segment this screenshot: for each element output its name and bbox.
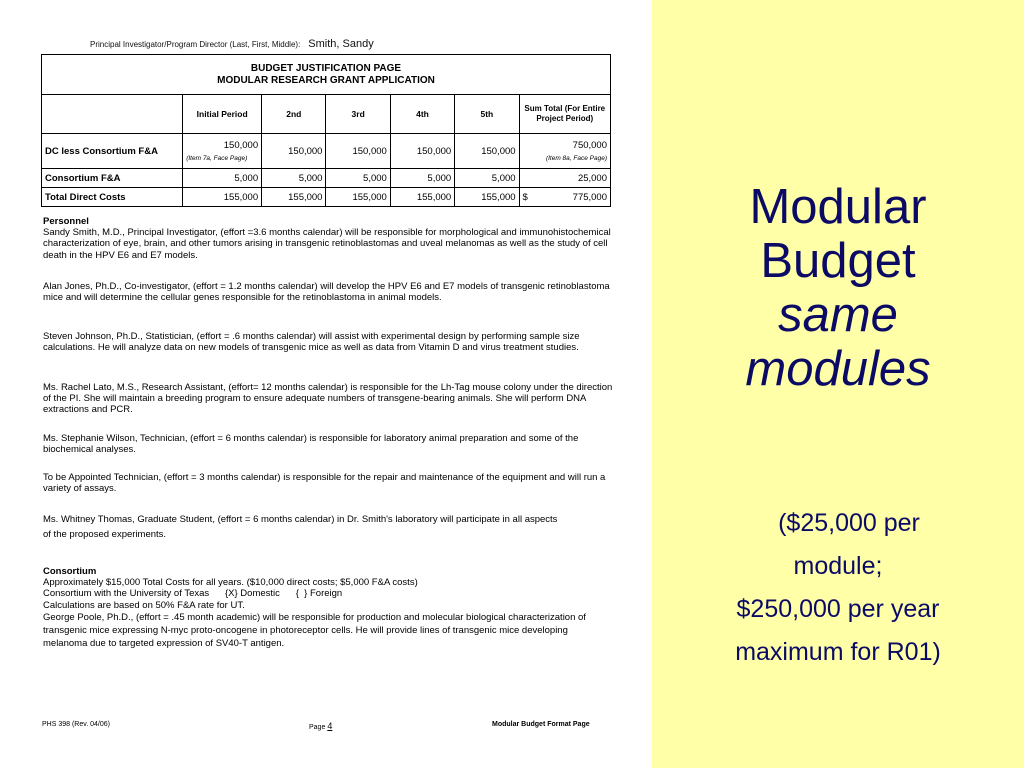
- row-label: Consortium F&A: [42, 169, 183, 188]
- cell-2nd: 150,000: [262, 134, 326, 169]
- consortium-line: Calculations are based on 50% F&A rate for UT.: [43, 599, 245, 611]
- subtitle-line: $250,000 per year: [736, 595, 940, 623]
- footer-format: Modular Budget Format Page: [492, 721, 590, 728]
- cell-initial: [183, 134, 262, 169]
- header-5th: 5th: [455, 95, 519, 134]
- header-3rd: 3rd: [326, 95, 390, 134]
- cell-5th: 5,000: [455, 169, 519, 188]
- pi-line: [90, 38, 374, 50]
- cell-sum: 25,000: [519, 169, 610, 188]
- personnel-header: Personnel: [43, 216, 89, 227]
- subtitle-line: maximum for R01): [735, 638, 941, 666]
- title-line-italic: modules: [745, 342, 931, 396]
- cell-3rd: 5,000: [326, 169, 390, 188]
- footer-form-id: PHS 398 (Rev. 04/06): [42, 721, 110, 728]
- personnel-paragraph: Alan Jones, Ph.D., Co-investigator, (effort = 1.2 months calendar) will develop the HPV E6 and E7 models of transgenic retinoblastoma mice and will determine the cellular genes responsible for the retinoblastoma in animal models.: [43, 281, 610, 304]
- cell-4th: 5,000: [390, 169, 454, 188]
- row-label: DC less Consortium F&A: [42, 134, 183, 169]
- table-title-line2: MODULAR RESEARCH GRANT APPLICATION: [217, 74, 435, 86]
- header-2nd: 2nd: [262, 95, 326, 134]
- personnel-paragraph: Ms. Rachel Lato, M.S., Research Assistant, (effort= 12 months calendar) is responsible for the Lh-Tag mouse colony under the direction of the PI. She will maintain a breeding program to ensure adequate numbers of transgene-bearing animals. She will perform DNA extractions and PCR.: [43, 382, 613, 416]
- cell-5th: 155,000: [455, 188, 519, 207]
- header-4th: 4th: [390, 95, 454, 134]
- cell-4th: 150,000: [390, 134, 454, 169]
- currency-symbol: $: [522, 191, 528, 203]
- cell-value: 750,000: [572, 140, 607, 151]
- cell-4th: 155,000: [390, 188, 454, 207]
- table-title: [42, 55, 611, 95]
- cell-sum: [519, 134, 610, 169]
- cell-3rd: 150,000: [326, 134, 390, 169]
- cell-value: 150,000: [223, 140, 259, 151]
- cell-initial: 5,000: [183, 169, 262, 188]
- cell-2nd: 5,000: [262, 169, 326, 188]
- personnel-section: [43, 216, 613, 261]
- personnel-paragraph: Ms. Whitney Thomas, Graduate Student, (effort = 6 months calendar) in Dr. Smith's laboratory will participate in all aspects of the proposed experiments.: [43, 514, 558, 540]
- cell-2nd: 155,000: [262, 188, 326, 207]
- title-line: Budget: [760, 234, 916, 288]
- slide-title: [652, 180, 1024, 396]
- personnel-paragraph: Steven Johnson, Ph.D., Statistician, (effort = .6 months calendar) will assist with experimental design by performing sample size calculations. He will analyze data on new models of transgenic mice as well as data from Vitamin D and virus treatment studies.: [43, 331, 580, 354]
- personnel-paragraph: To be Appointed Technician, (effort = 3 months calendar) is responsible for the repair and maintenance of the equipment and will run a variety of assays.: [43, 472, 606, 495]
- table-title-line1: BUDGET JUSTIFICATION PAGE: [250, 62, 402, 74]
- footer-page: [309, 721, 332, 731]
- cell-note: (Item 7a, Face Page): [186, 155, 248, 162]
- consortium-line: Approximately $15,000 Total Costs for all years. ($10,000 direct costs; $5,000 F&A costs): [43, 577, 418, 589]
- table-row-total-direct-costs: [42, 188, 611, 207]
- subtitle-line: ($25,000 per: [778, 509, 920, 537]
- subtitle-line: module;: [793, 552, 883, 580]
- footer-page-label: Page: [309, 724, 326, 731]
- row-label: Total Direct Costs: [42, 188, 183, 207]
- budget-table: [41, 54, 611, 207]
- cell-value: 775,000: [572, 191, 607, 203]
- title-line: Modular: [749, 180, 927, 234]
- consortium-header: Consortium: [43, 566, 97, 577]
- personnel-paragraph: Ms. Stephanie Wilson, Technician, (effort = 6 months calendar) is responsible for laboratory animal preparation and some of the biochemical analyses.: [43, 433, 579, 456]
- pi-label: Principal Investigator/Program Director (Last, First, Middle):: [90, 40, 301, 49]
- cell-3rd: 155,000: [326, 188, 390, 207]
- header-initial-period: Initial Period: [183, 95, 262, 134]
- pi-name: Smith, Sandy: [308, 38, 374, 50]
- cell-note: (Item 8a, Face Page): [545, 155, 607, 162]
- cell-initial: 155,000: [183, 188, 262, 207]
- header-cell-empty: [42, 95, 183, 134]
- table-header-row: [42, 95, 611, 134]
- personnel-paragraph: Sandy Smith, M.D., Principal Investigator, (effort =3.6 months calendar) will be responsible for morphological and immunohistochemical characterization of eye, brain, and other tumors arising in transgenic retinoblastomas and uveal melanomas as well as the study of cell death in the HPV E6 and E7 models.: [43, 227, 611, 261]
- footer-page-number: 4: [327, 721, 333, 731]
- cell-sum: [519, 188, 610, 207]
- cell-5th: 150,000: [455, 134, 519, 169]
- slide-subtitle: [652, 502, 1024, 674]
- table-row-dc-less-consortium: [42, 134, 611, 169]
- consortium-section: [43, 566, 613, 650]
- title-line-italic: same: [778, 288, 898, 342]
- header-sum-total: Sum Total (For Entire Project Period): [519, 95, 610, 134]
- consortium-line: George Poole, Ph.D., (effort = .45 month academic) will be responsible for production and molecular biological characterization of transgenic mice expressing N-myc proto-oncogene in photoreceptor cells. He will provide lines of transgenic mice developing melanoma due to targeted expression of SV40-T antigen.: [43, 611, 586, 649]
- table-row-consortium-fa: [42, 169, 611, 188]
- consortium-line: Consortium with the University of Texas {X} Domestic { } Foreign: [43, 588, 343, 600]
